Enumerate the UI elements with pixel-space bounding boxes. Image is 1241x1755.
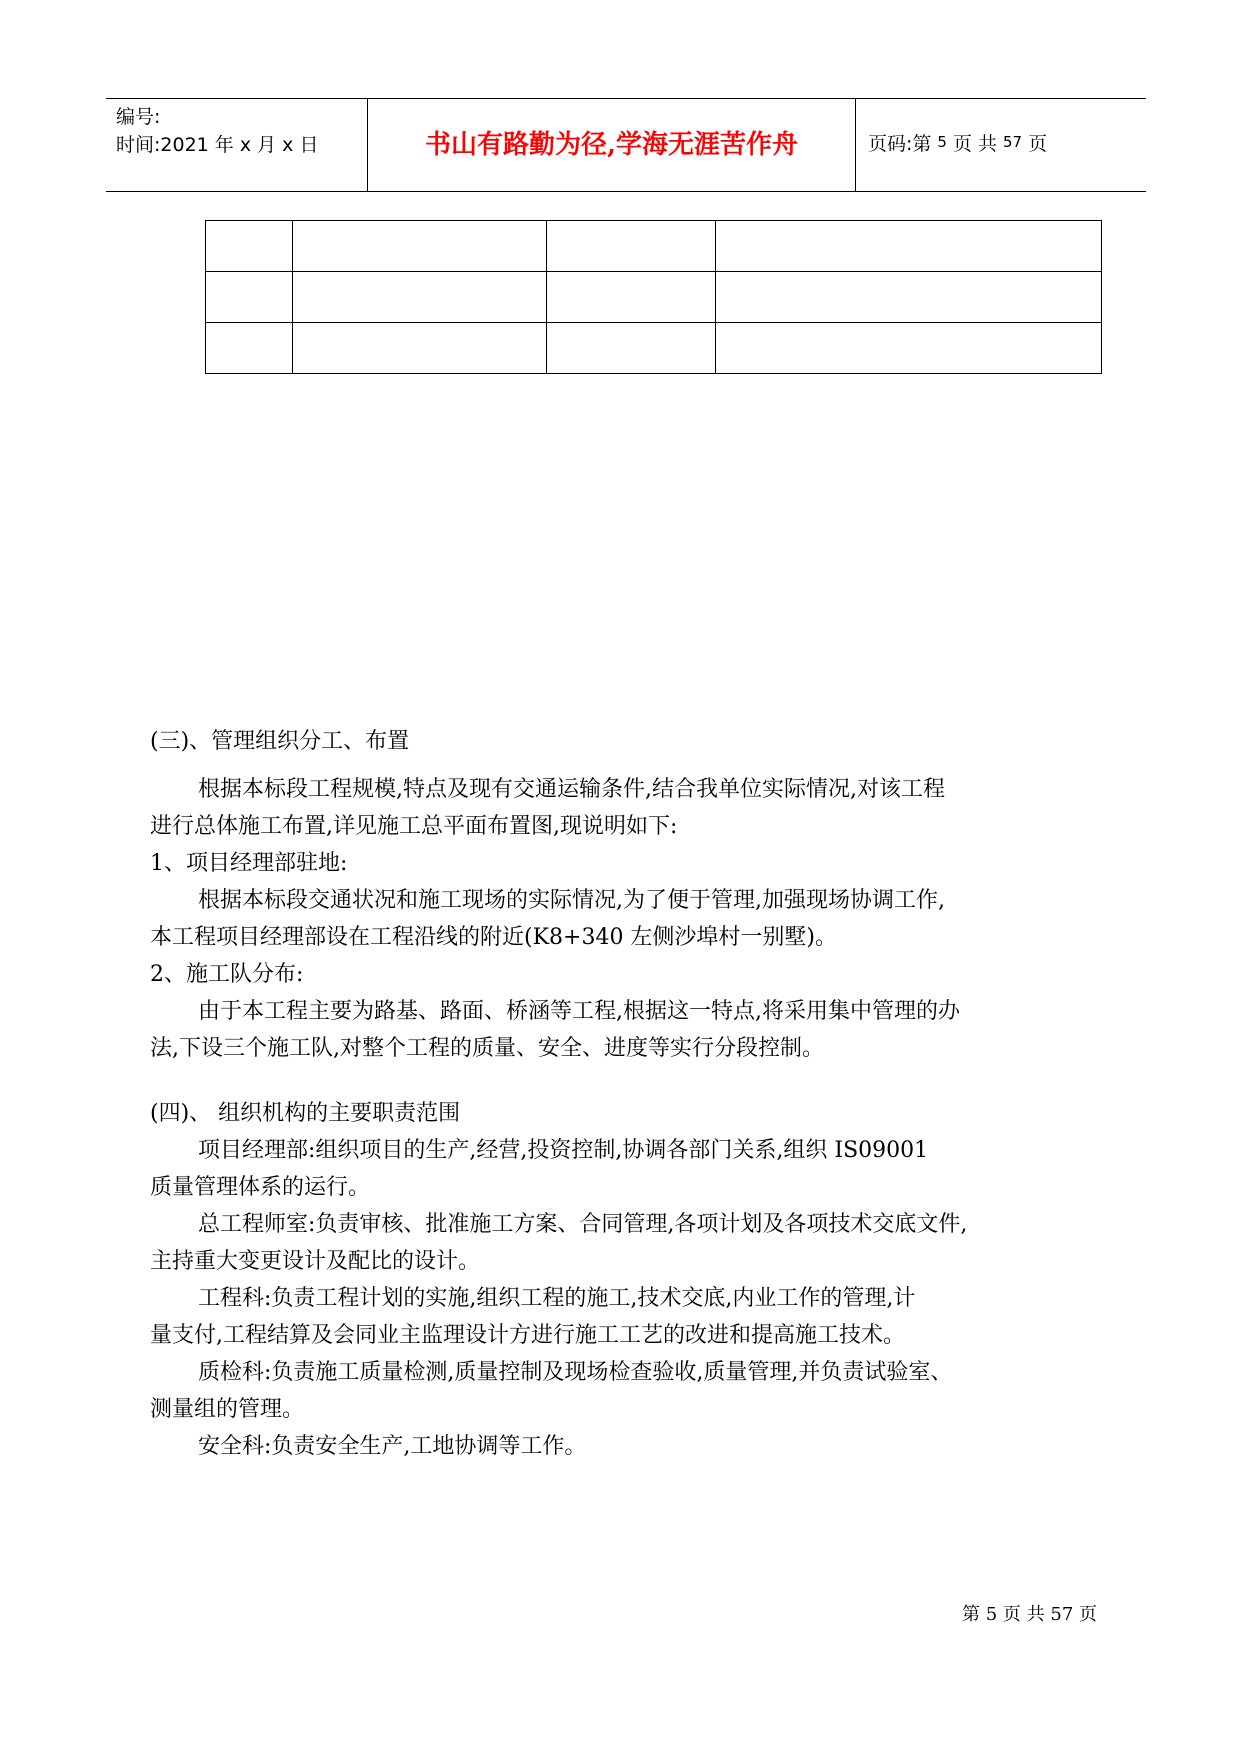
table-cell	[292, 221, 546, 272]
paragraph-line: 质检科:负责施工质量检测,质量控制及现场检查验收,质量管理,并负责试验室、	[198, 1360, 953, 1385]
header-page-info	[856, 99, 1146, 191]
paragraph-line: 质量管理体系的运行。	[150, 1175, 371, 1200]
page-prefix: 页码:第	[868, 132, 932, 155]
page-mid: 页 共	[952, 132, 997, 155]
page-suffix: 页	[1028, 132, 1048, 155]
table-cell	[546, 272, 716, 323]
paragraph-line: 项目经理部:组织项目的生产,经营,投资控制,协调各部门关系,组织 IS09001	[198, 1138, 929, 1163]
table-cell	[716, 221, 1102, 272]
paragraph-line: 工程科:负责工程计划的实施,组织工程的施工,技术交底,内业工作的管理,计	[198, 1286, 916, 1311]
table-cell	[292, 272, 546, 323]
paragraph-line: 安全科:负责安全生产,工地协调等工作。	[198, 1434, 587, 1459]
table-row	[206, 272, 1102, 323]
paragraph-line: 根据本标段工程规模,特点及现有交通运输条件,结合我单位实际情况,对该工程	[198, 777, 945, 802]
table-cell	[292, 323, 546, 374]
table-cell	[546, 323, 716, 374]
paragraph-line: 量支付,工程结算及会同业主监理设计方进行施工工艺的改进和提高施工技术。	[150, 1323, 905, 1348]
paragraph-line: 法,下设三个施工队,对整个工程的质量、安全、进度等实行分段控制。	[150, 1036, 824, 1061]
paragraph-line: 由于本工程主要为路基、路面、桥涵等工程,根据这一特点,将采用集中管理的办	[198, 999, 960, 1024]
paragraph-line: 总工程师室:负责审核、批准施工方案、合同管理,各项计划及各项技术交底文件,	[198, 1212, 968, 1237]
document-number-label: 编号:	[116, 106, 161, 128]
header-meta	[106, 99, 368, 191]
paragraph-line: 根据本标段交通状况和施工现场的实际情况,为了便于管理,加强现场协调工作,	[198, 888, 945, 913]
item-title: 1、项目经理部驻地:	[150, 851, 348, 876]
header-motto: 书山有路勤为径,学海无涯苦作舟	[424, 129, 799, 160]
header-motto-cell	[368, 99, 856, 191]
document-time-label: 时间:2021 年 x 月 x 日	[116, 134, 319, 156]
item-title: 2、施工队分布:	[150, 962, 304, 987]
page-header	[106, 98, 1146, 192]
page-footer: 第 5 页 共 57 页	[962, 1604, 1097, 1625]
table-cell	[206, 323, 293, 374]
section-gap	[150, 1067, 1100, 1095]
table-row	[206, 221, 1102, 272]
page-total: 57	[1003, 133, 1023, 151]
document-body	[150, 723, 1100, 1465]
table-cell	[546, 221, 716, 272]
table-cell	[206, 221, 293, 272]
blank-table	[205, 220, 1102, 374]
section-heading: (四)、 组织机构的主要职责范围	[150, 1101, 461, 1126]
table-row	[206, 323, 1102, 374]
paragraph-line: 主持重大变更设计及配比的设计。	[150, 1249, 481, 1274]
table-cell	[206, 272, 293, 323]
paragraph-line: 本工程项目经理部设在工程沿线的附近(K8+340 左侧沙埠村一别墅)。	[150, 925, 838, 950]
paragraph-line: 进行总体施工布置,详见施工总平面布置图,现说明如下:	[150, 814, 678, 839]
section-heading: (三)、管理组织分工、布置	[150, 729, 410, 754]
table-cell	[716, 272, 1102, 323]
paragraph-line: 测量组的管理。	[150, 1397, 305, 1422]
table-cell	[716, 323, 1102, 374]
page-current: 5	[937, 133, 947, 151]
